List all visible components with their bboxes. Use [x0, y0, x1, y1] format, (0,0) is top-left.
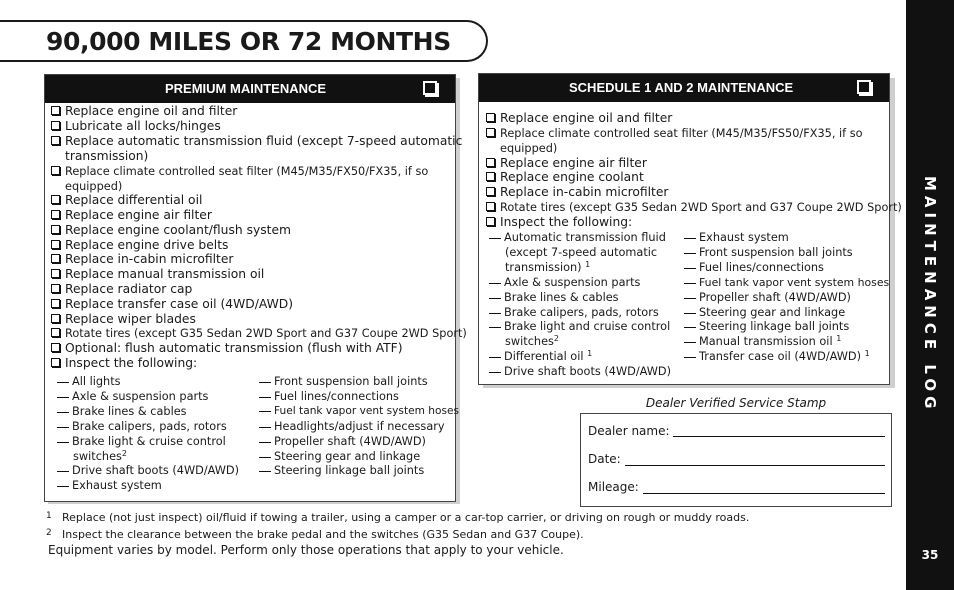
- blank-line[interactable]: [684, 283, 696, 284]
- blank-line[interactable]: [57, 427, 69, 428]
- blank-line[interactable]: [259, 427, 271, 428]
- inspect-item[interactable]: Brake lines & cables: [489, 290, 619, 305]
- inspect-item[interactable]: Exhaust system: [684, 230, 789, 245]
- schedule-item[interactable]: Replace engine oil and filter: [486, 111, 672, 126]
- premium-item[interactable]: Replace engine air filter: [51, 208, 212, 223]
- inspect-item[interactable]: Axle & suspension parts: [489, 275, 640, 290]
- premium-item[interactable]: Replace engine coolant/flush system: [51, 223, 291, 238]
- inspect-item[interactable]: Manual transmission oil $^1$: [684, 334, 841, 349]
- checkbox-icon[interactable]: [51, 210, 60, 219]
- blank-line[interactable]: [57, 412, 69, 413]
- schedule-item[interactable]: Replace engine coolant: [486, 170, 644, 185]
- inspect-item[interactable]: Exhaust system: [57, 478, 162, 493]
- blank-line[interactable]: [57, 486, 69, 487]
- checkbox-icon: [423, 81, 437, 95]
- inspect-item[interactable]: Propeller shaft (4WD/AWD): [259, 434, 426, 449]
- checkbox-icon[interactable]: [51, 240, 60, 249]
- blank-line[interactable]: [684, 313, 696, 314]
- inspect-item[interactable]: Front suspension ball joints: [259, 374, 428, 389]
- inspect-item[interactable]: Steering gear and linkage: [259, 449, 420, 464]
- blank-line[interactable]: [684, 253, 696, 254]
- checkbox-icon: [857, 80, 871, 94]
- premium-item[interactable]: Replace automatic transmission fluid (except 7-speed automatic: [51, 134, 462, 149]
- premium-item[interactable]: Replace wiper blades: [51, 312, 196, 327]
- checkbox-icon[interactable]: [51, 358, 60, 367]
- inspect-item[interactable]: Brake light & cruise control: [57, 434, 226, 449]
- footnote-ref: 1: [864, 349, 870, 358]
- checkbox-icon[interactable]: [51, 284, 60, 293]
- premium-item[interactable]: Lubricate all locks/hinges: [51, 119, 221, 134]
- inspect-item[interactable]: Steering linkage ball joints: [259, 463, 424, 478]
- premium-item[interactable]: Optional: flush automatic transmission (flush with ATF): [51, 341, 403, 356]
- checkbox-icon[interactable]: [51, 343, 60, 352]
- inspect-item[interactable]: Steering gear and linkage: [684, 305, 845, 320]
- premium-item[interactable]: Replace radiator cap: [51, 282, 192, 297]
- date-field[interactable]: [625, 465, 885, 466]
- premium-heading: PREMIUM MAINTENANCE: [165, 81, 327, 96]
- date-label: Date:: [588, 452, 621, 466]
- blank-line[interactable]: [489, 238, 501, 239]
- premium-item[interactable]: Rotate tires (except G35 Sedan 2WD Sport and G37 Coupe 2WD Sport): [51, 326, 467, 341]
- sidebar-label: MAINTENANCE LOG: [921, 176, 939, 414]
- inspect-item[interactable]: Fuel lines/connections: [684, 260, 824, 275]
- inspect-item[interactable]: Brake calipers, pads, rotors: [489, 305, 659, 320]
- schedule-heading: SCHEDULE 1 AND 2 MAINTENANCE: [569, 80, 794, 95]
- footnote-ref: 1: [836, 334, 842, 343]
- inspect-item[interactable]: Steering linkage ball joints: [684, 319, 849, 334]
- inspect-item[interactable]: Drive shaft boots (4WD/AWD): [489, 364, 671, 379]
- inspect-item[interactable]: Fuel tank vapor vent system hoses: [259, 404, 459, 419]
- premium-item[interactable]: Inspect the following:: [51, 356, 197, 371]
- checkbox-icon[interactable]: [51, 328, 60, 337]
- inspect-item[interactable]: Brake lines & cables: [57, 404, 187, 419]
- inspect-item[interactable]: Automatic transmission fluid: [489, 230, 666, 245]
- blank-line[interactable]: [684, 238, 696, 239]
- checkbox-icon[interactable]: [51, 299, 60, 308]
- premium-item[interactable]: Replace manual transmission oil: [51, 267, 264, 282]
- checkbox-icon[interactable]: [51, 166, 60, 175]
- dealer-stamp-box: [580, 413, 892, 507]
- dealer-name-label: Dealer name:: [588, 424, 670, 438]
- checkbox-icon[interactable]: [486, 202, 495, 211]
- blank-line[interactable]: [259, 442, 271, 443]
- blank-line[interactable]: [57, 442, 69, 443]
- schedule-item-cont: equipped): [500, 142, 558, 155]
- checkbox-icon[interactable]: [51, 106, 60, 115]
- schedule-item[interactable]: Replace in-cabin microfilter: [486, 185, 669, 200]
- checkbox-icon[interactable]: [486, 217, 495, 226]
- blank-line[interactable]: [489, 298, 501, 299]
- schedule-item[interactable]: Inspect the following:: [486, 215, 632, 230]
- checkbox-icon[interactable]: [51, 121, 60, 130]
- blank-line[interactable]: [489, 283, 501, 284]
- inspect-item[interactable]: Fuel tank vapor vent system hoses: [684, 275, 889, 290]
- inspect-item-cont: transmission) $^1$: [505, 260, 591, 274]
- checkbox-icon[interactable]: [51, 195, 60, 204]
- premium-item[interactable]: Replace engine drive belts: [51, 238, 228, 253]
- checkbox-icon[interactable]: [486, 187, 495, 196]
- inspect-item[interactable]: All lights: [57, 374, 121, 389]
- inspect-item[interactable]: Front suspension ball joints: [684, 245, 853, 260]
- blank-line[interactable]: [684, 342, 696, 343]
- schedule-item[interactable]: Replace engine air filter: [486, 156, 647, 171]
- premium-item[interactable]: Replace climate controlled seat filter (M45/M35/FX50/FX35, if so: [51, 164, 428, 179]
- checkbox-icon[interactable]: [486, 158, 495, 167]
- inspect-item[interactable]: Transfer case oil (4WD/AWD) $^1$: [684, 349, 870, 364]
- footnote-1: 1 Replace (not just inspect) oil/fluid if towing a trailer, using a camper or a car-top carrier, or driving on rough or muddy roads.: [46, 511, 750, 524]
- inspect-item[interactable]: Propeller shaft (4WD/AWD): [684, 290, 851, 305]
- inspect-item-cont: switches$^2$: [505, 334, 559, 348]
- inspect-item[interactable]: Brake calipers, pads, rotors: [57, 419, 227, 434]
- schedule-item[interactable]: Replace climate controlled seat filter (M45/M35/FS50/FX35, if so: [486, 126, 863, 141]
- inspect-item[interactable]: Fuel lines/connections: [259, 389, 399, 404]
- mileage-label: Mileage:: [588, 480, 639, 494]
- blank-line[interactable]: [684, 268, 696, 269]
- inspect-item[interactable]: Brake light and cruise control: [489, 319, 670, 334]
- footnote-ref: 2: [553, 334, 559, 343]
- page-title: 90,000 MILES OR 72 MONTHS: [46, 27, 451, 56]
- dealer-name-field[interactable]: [673, 436, 885, 437]
- footnote-ref: 2: [121, 449, 127, 458]
- premium-header: [45, 75, 455, 103]
- blank-line[interactable]: [259, 397, 271, 398]
- checkbox-icon[interactable]: [486, 113, 495, 122]
- inspect-item[interactable]: Headlights/adjust if necessary: [259, 419, 445, 434]
- checkbox-icon[interactable]: [486, 172, 495, 181]
- premium-maintenance-box: [44, 74, 467, 502]
- blank-line[interactable]: [57, 397, 69, 398]
- inspect-item[interactable]: Axle & suspension parts: [57, 389, 208, 404]
- premium-item-cont: equipped): [65, 180, 123, 193]
- premium-item[interactable]: Replace engine oil and filter: [51, 104, 237, 119]
- blank-line[interactable]: [57, 382, 69, 383]
- schedule-maintenance-box: [478, 73, 902, 385]
- checkbox-icon[interactable]: [51, 254, 60, 263]
- premium-item[interactable]: Replace differential oil: [51, 193, 202, 208]
- blank-line[interactable]: [684, 357, 696, 358]
- inspect-item-cont: (except 7-speed automatic: [505, 246, 658, 259]
- premium-item[interactable]: Replace transfer case oil (4WD/AWD): [51, 297, 293, 312]
- inspect-item[interactable]: Drive shaft boots (4WD/AWD): [57, 463, 239, 478]
- stamp-title: Dealer Verified Service Stamp: [645, 396, 827, 410]
- blank-line[interactable]: [489, 372, 501, 373]
- blank-line[interactable]: [489, 327, 501, 328]
- inspect-item-cont: switches$^2$: [73, 449, 127, 463]
- blank-line[interactable]: [259, 457, 271, 458]
- inspect-item[interactable]: Differential oil $^1$: [489, 349, 592, 364]
- schedule-item[interactable]: Rotate tires (except G35 Sedan 2WD Sport and G37 Coupe 2WD Sport): [486, 200, 902, 215]
- checkbox-icon[interactable]: [51, 269, 60, 278]
- checkbox-icon[interactable]: [51, 314, 60, 323]
- blank-line[interactable]: [259, 382, 271, 383]
- mileage-field[interactable]: [643, 493, 885, 494]
- blank-line[interactable]: [259, 471, 271, 472]
- footnote-ref: 1: [585, 260, 591, 269]
- blank-line[interactable]: [684, 298, 696, 299]
- sidebar-label-wrap: [906, 165, 954, 425]
- equipment-note: Equipment varies by model. Perform only those operations that apply to your vehicle.: [48, 543, 564, 557]
- blank-line[interactable]: [684, 327, 696, 328]
- page-number: 35: [921, 548, 939, 562]
- blank-line[interactable]: [489, 357, 501, 358]
- blank-line[interactable]: [57, 471, 69, 472]
- footnote-ref: 1: [587, 349, 593, 358]
- checkbox-icon[interactable]: [51, 136, 60, 145]
- blank-line[interactable]: [259, 411, 271, 412]
- schedule-header: [479, 74, 889, 102]
- premium-item-cont: transmission): [65, 149, 149, 163]
- blank-line[interactable]: [489, 313, 501, 314]
- checkbox-icon[interactable]: [51, 225, 60, 234]
- footnote-2: 2 Inspect the clearance between the brake pedal and the switches (G35 Sedan and G37 Coupe).: [46, 528, 584, 541]
- checkbox-icon[interactable]: [486, 128, 495, 137]
- premium-item[interactable]: Replace in-cabin microfilter: [51, 252, 234, 267]
